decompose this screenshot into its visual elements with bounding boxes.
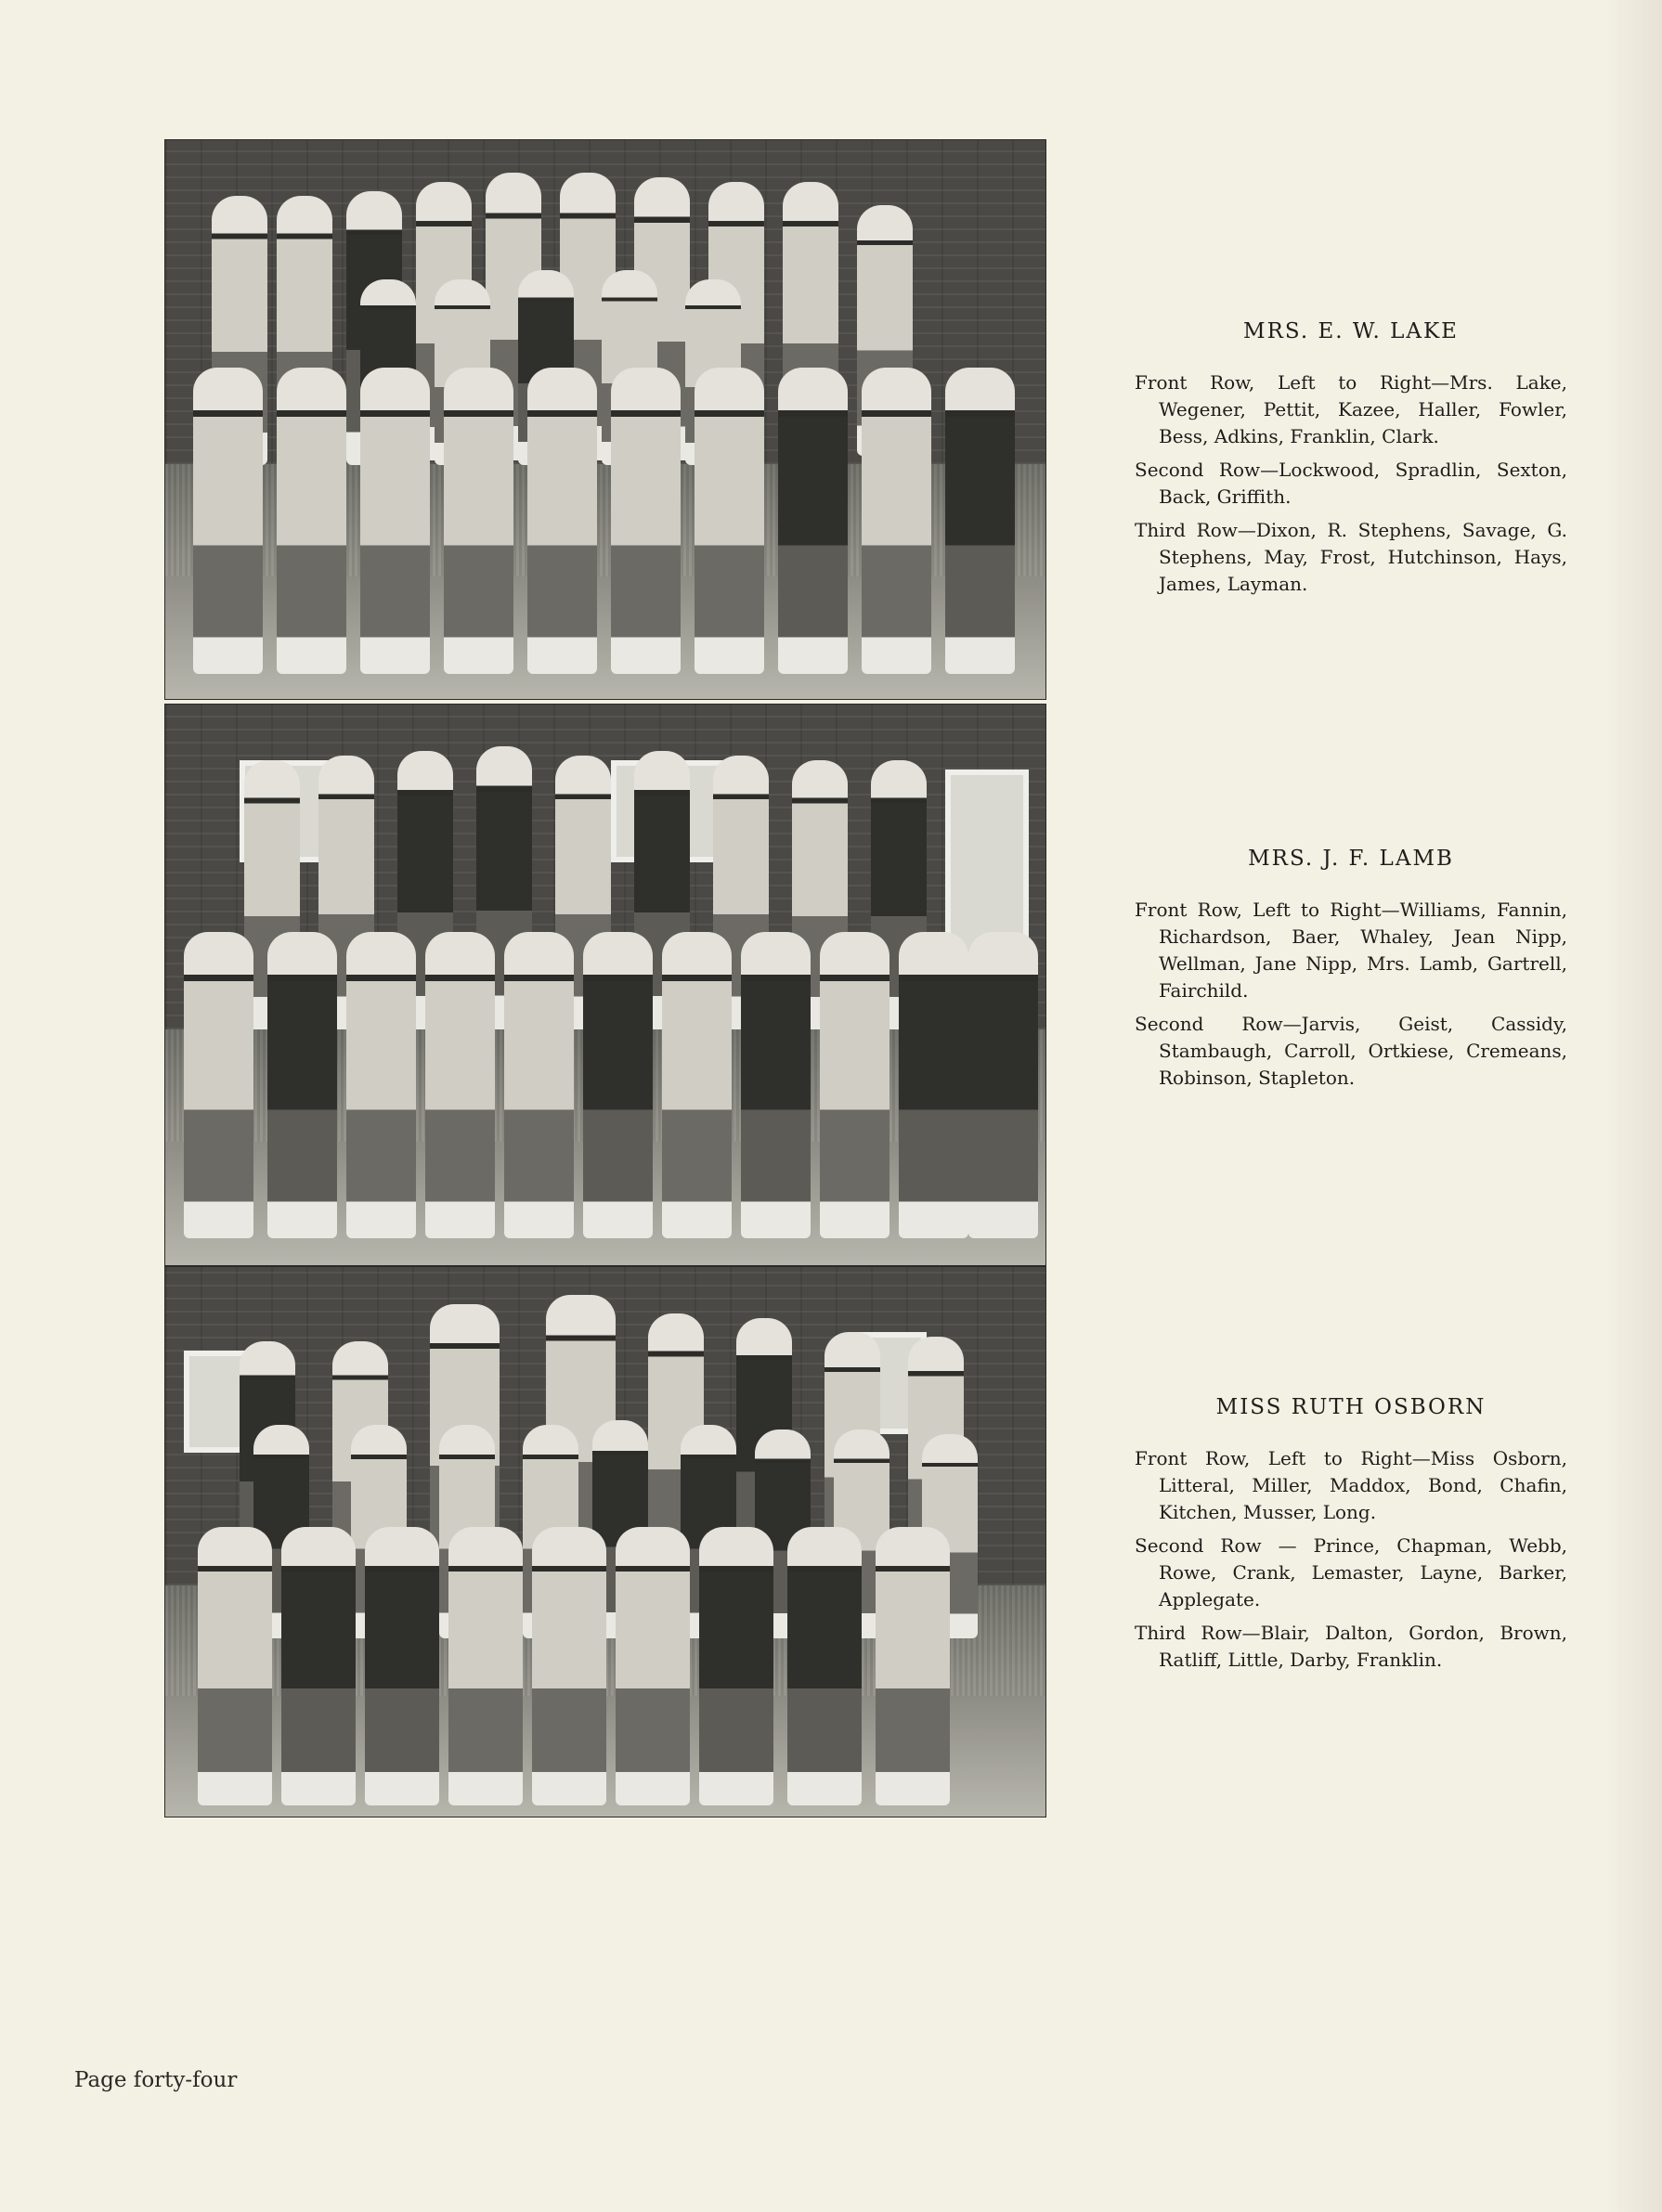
group-figures: [165, 140, 1045, 699]
teacher-heading: MRS. J. F. LAMB: [1248, 847, 1454, 871]
row-names: Third Row—Dixon, R. Stephens, Savage, G. Stephens, May, Frost, Hutchinson, Hays, James, Layman.: [1135, 519, 1567, 595]
caption-osborn: [1135, 1394, 1567, 1680]
page-edge-shading: [1606, 0, 1662, 2212]
row-names: Front Row, Left to Right—Miss Osborn, Litteral, Miller, Maddox, Bond, Chafin, Kitchen, Musser, Long.: [1135, 1447, 1567, 1523]
row-names: Second Row—Lockwood, Spradlin, Sexton, Back, Griffith.: [1135, 459, 1567, 508]
row-names: Second Row—Jarvis, Geist, Cassidy, Stambaugh, Carroll, Ortkiese, Cremeans, Robinson, Stapleton.: [1135, 1013, 1567, 1089]
row-names: Second Row — Prince, Chapman, Webb, Rowe, Crank, Lemaster, Layne, Barker, Applegate.: [1135, 1534, 1567, 1610]
caption-lake: [1135, 318, 1567, 604]
group-figures: [165, 705, 1045, 1265]
teacher-heading: MISS RUTH OSBORN: [1215, 1395, 1487, 1419]
row-names: Third Row—Blair, Dalton, Gordon, Brown, Ratliff, Little, Darby, Franklin.: [1135, 1622, 1567, 1671]
row-names: Front Row, Left to Right—Williams, Fannin, Richardson, Baer, Whaley, Jean Nipp, Wellman, Jane Nipp, Mrs. Lamb, Gartrell, Fairchild.: [1135, 899, 1567, 1002]
group-figures: [165, 1267, 1045, 1817]
class-photo-lamb: [164, 704, 1046, 1266]
class-photo-osborn: [164, 1266, 1046, 1817]
teacher-heading: MRS. E. W. LAKE: [1243, 319, 1459, 343]
page-number: Page forty-four: [74, 2068, 238, 2092]
row-names: Front Row, Left to Right—Mrs. Lake, Wegener, Pettit, Kazee, Haller, Fowler, Bess, Adkins, Franklin, Clark.: [1135, 371, 1567, 447]
class-photo-lake: [164, 139, 1046, 700]
caption-lamb: [1135, 846, 1567, 1098]
